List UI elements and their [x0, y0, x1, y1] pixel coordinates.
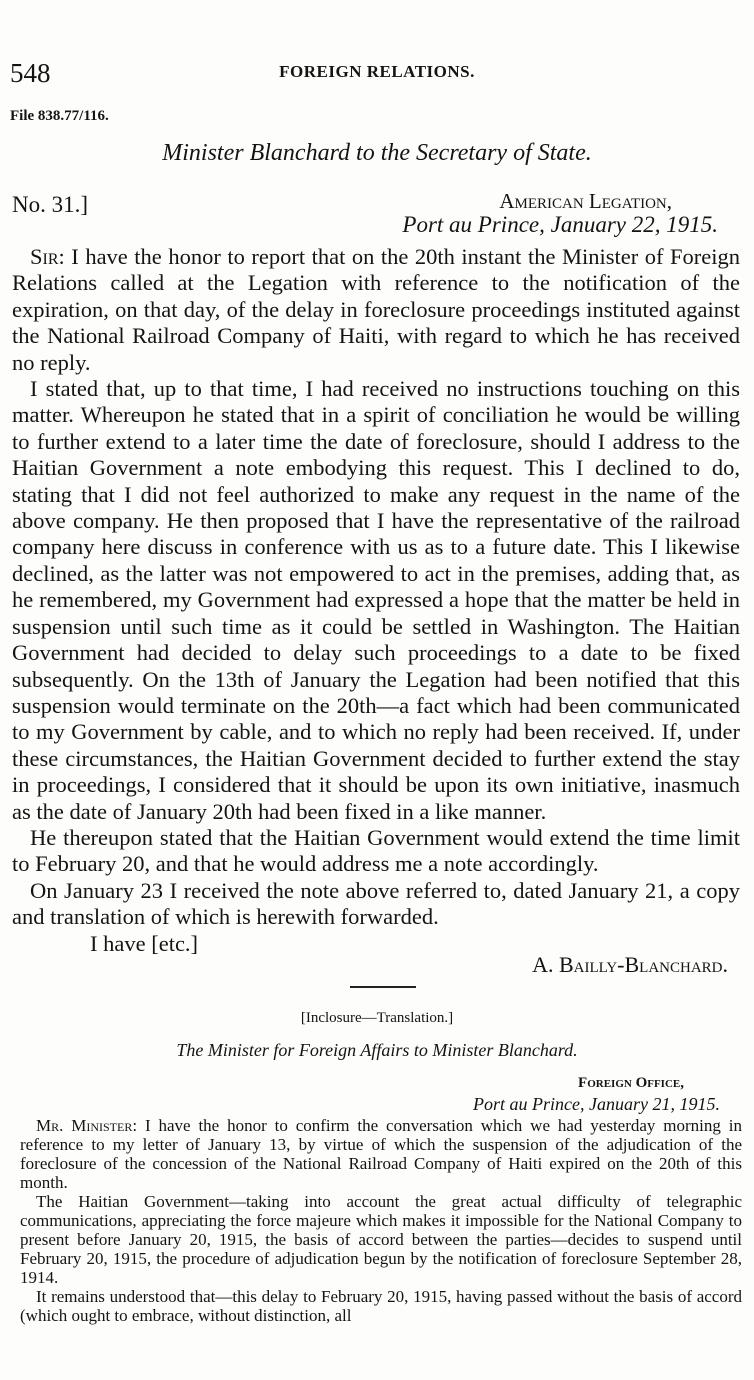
page-number: 548 [10, 58, 51, 88]
signature: A. Bailly-Blanchard. [532, 952, 728, 977]
inclosure-body [20, 1116, 742, 1325]
paragraph-3: He thereupon stated that the Haitian Government would extend the time limit to February 20, and that he would address me a note accordingly. [12, 824, 740, 877]
inclosure-paragraph-2: The Haitian Government—taking into account the great actual difficulty of telegraphic communications, appreciating the force majeure which makes it impossible for the National Company to present before January 20, 1915, the basis of accord between the parties—decides to suspend until February 20, 1915, the procedure of adjudication begun by the notification of foreclosure September 28, 1914. [20, 1192, 742, 1287]
inclosure-paragraph-1 [20, 1116, 742, 1192]
page-header [10, 58, 744, 92]
inclosure-note: [Inclosure—Translation.] [300, 1010, 454, 1026]
inclosure-salutation: Mr. Minister: [36, 1116, 138, 1135]
section-divider [350, 986, 416, 988]
document-title: Minister Blanchard to the Secretary of State. [162, 140, 592, 166]
inclosure-paragraph-3: It remains understood that—this delay to February 20, 1915, having passed without the basis of accord (which ought to embrace, without distinction, all [20, 1287, 742, 1325]
inclosure-title: The Minister for Foreign Affairs to Minister Blanchard. [176, 1040, 578, 1060]
running-head: FOREIGN RELATIONS. [279, 62, 475, 81]
address-block [12, 188, 740, 244]
paragraph-4: On January 23 I received the note above referred to, dated January 21, a copy and translation of which is herewith forwarded. [12, 877, 740, 930]
inclosure-place-date: Port au Prince, January 21, 1915. [473, 1094, 720, 1114]
despatch-number: No. 31.] [12, 192, 89, 217]
closing-line: I have [etc.] [90, 930, 199, 956]
legation-name: American Legation, [499, 189, 672, 213]
inclosure-paragraph-text: I have the honor to confirm the conversation which we had yesterday morning in reference to my letter of January 13, by virtue of which the suspension of the adjudication of the foreclosure of the concession of the National Railroad Company of Haiti expired on the 20th of this month. [20, 1116, 742, 1192]
foreign-office: Foreign Office, [578, 1075, 684, 1091]
place-date: Port au Prince, January 22, 1915. [402, 212, 718, 237]
paragraph-text: I have the honor to report that on the 20th instant the Minister of Foreign Relations called at the Legation with reference to the notification of the expiration, on that day, of the delay in foreclosure proceedings instituted against the National Railroad Company of Haiti, with regard to which he has received no reply. [12, 244, 740, 375]
paragraph-1 [12, 244, 740, 376]
despatch-body [12, 188, 740, 957]
salutation: Sir: [30, 244, 65, 269]
paragraph-2: I stated that, up to that time, I had received no instructions touching on this matter. Whereupon he stated that in a spirit of conciliation he would be willing to further extend to a later time the date of foreclosure, should I address to the Haitian Government a note embodying this request. This I declined to do, stating that I did not feel authorized to make any request in the name of the above company. He then proposed that I have the representative of the railroad company here discuss in conference with us as to a future date. This I likewise declined, as the latter was not empowered to act in the premises, adding that, as he remembered, my Government had expressed a hope that the matter be held in suspension until such time as it could be settled in Washington. The Haitian Government had decided to delay such proceedings to a date to be fixed subsequently. On the 13th of January the Legation had been notified that this suspension would terminate on the 20th—a fact which had been communicated to my Government by cable, and to which no reply had been received. If, under these circumstances, the Haitian Government decided to further extend the stay in proceedings, I considered that it should be upon its own initiative, inasmuch as the date of January 20th had been fixed in a like manner. [12, 376, 740, 824]
file-reference: File 838.77/116. [10, 108, 109, 124]
